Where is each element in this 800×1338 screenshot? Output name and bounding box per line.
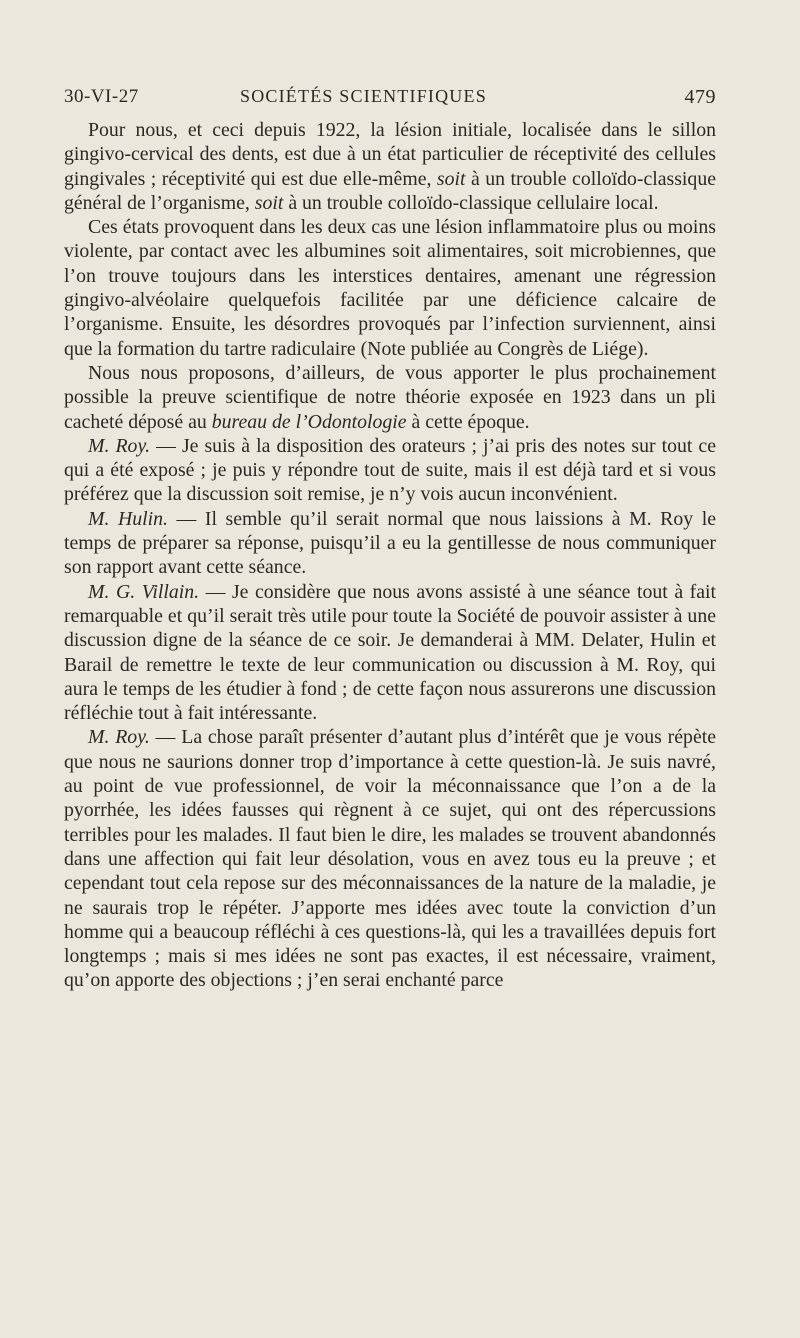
speaker-name: M. Roy. — [88, 726, 150, 749]
paragraph-preuve: Nous nous proposons, d’ailleurs, de vous apporter le plus prochainement possible la preuve scientifique de notre théorie exposée en 1923 dans un pli cacheté déposé au bureau de l’Odontologie à cette époque. — [64, 361, 716, 433]
speaker-name: M. G. Villain. — [88, 580, 200, 603]
paragraph-roy-2: M. Roy. — La chose paraît présenter d’autant plus d’intérêt que je vous répète que nous ne saurions donner trop d’importance à cette question-là. Je suis navré, au point de vue professionnel, de voir la méconnaissance que l’on a de la pyorrhée, les idées fausses qui règnent à ce sujet, qui ont des répercussions terribles pour les malades. Il faut bien le dire, les malades se trouvent abandonnés dans une affection qui fait leur désolation, vous en avez tous eu la preuve ; et cependant tout cela repose sur des méconnaissances de la nature de la maladie, je ne saurais trop le répéter. J’apporte mes idées avec toute la conviction d’un homme qui a beaucoup réfléchi à ces questions-là, qui les a travaillées depuis fort longtemps ; mais si mes idées ne sont pas exactes, il est nécessaire, vraiment, qu’on apporte des objections ; j’en serai enchanté parce — [64, 726, 716, 992]
paragraph-lesion-initiale: Pour nous, et ceci depuis 1922, la lésion initiale, localisée dans le sillon gingivo-cervical des dents, est due à un état particulier de réceptivité des cellules gingivales ; réceptivité qui est due elle-même, soit à un trouble colloïdo-classique général de l’organisme, soit à un trouble colloïdo-classique cellulaire local. — [64, 119, 716, 214]
running-header — [64, 86, 716, 116]
paragraph-hulin: M. Hulin. — Il semble qu’il serait normal que nous laissions à M. Roy le temps de préparer sa réponse, puisqu’il a eu la gentillesse de nous communiquer son rapport avant cette séance. — [64, 507, 716, 579]
paragraph-roy-1: M. Roy. — Je suis à la disposition des orateurs ; j’ai pris des notes sur tout ce qui a été exposé ; je puis y répondre tout de suite, mais il est déjà tard et si vous préférez que la discussion soit remise, je n’y vois aucun inconvénient. — [64, 434, 716, 506]
paragraph-etats: Ces états provoquent dans les deux cas une lésion inflammatoire plus ou moins violente, par contact avec les albumines soit alimentaires, soit microbiennes, que l’on trouve toujours dans les interstices dentaires, amenant une régression gingivo-alvéolaire quelquefois facilitée par une déficience calcaire de l’organisme. Ensuite, les désordres provoqués par l’infection surviennent, ainsi que la formation du tartre radiculaire (Note publiée au Congrès de Liége). — [64, 216, 716, 360]
body-text — [64, 118, 716, 993]
page-number: 479 — [684, 86, 716, 108]
speaker-name: M. Roy. — [88, 434, 151, 457]
header-title: SOCIÉTÉS SCIENTIFIQUES — [240, 86, 487, 106]
speaker-name: M. Hulin. — [88, 507, 168, 530]
paragraph-villain: M. G. Villain. — Je considère que nous avons assisté à une séance tout à fait remarquable et qu’il serait très utile pour toute la Société de pouvoir assister à une discussion digne de la séance de ce soir. Je demanderai à MM. Delater, Hulin et Barail de remettre le texte de leur communication ou discussion à M. Roy, qui aura le temps de les étudier à fond ; de cette façon nous assurerons une discussion réfléchie tout à fait intéressante. — [64, 580, 717, 725]
header-date: 30-VI-27 — [64, 86, 139, 107]
